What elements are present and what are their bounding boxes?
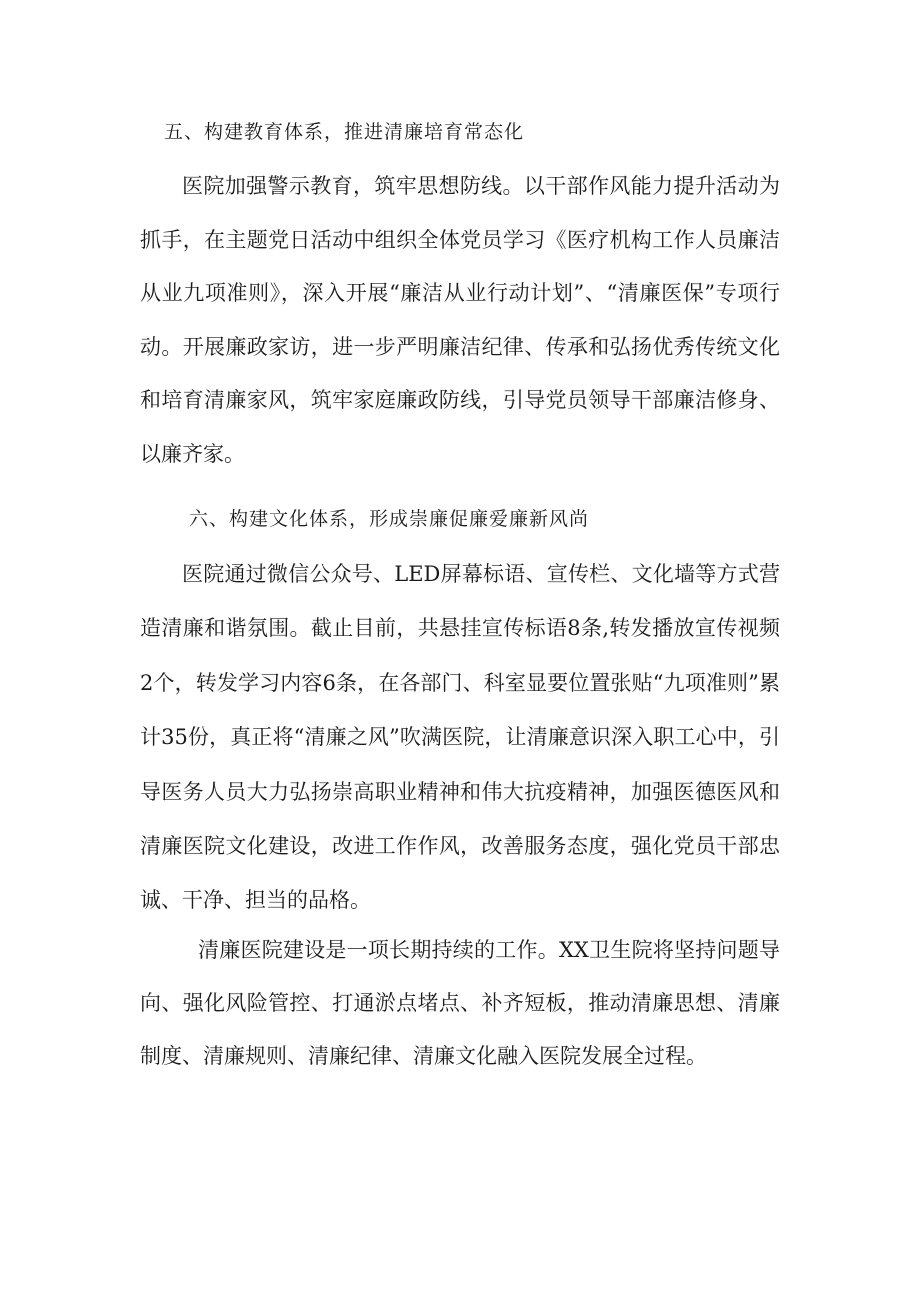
section-six-paragraph: 医院通过微信公众号、LED屏幕标语、宣传栏、文化墙等方式营造清廉和谐氛围。截止目前，共悬挂宣传标语8条,转发播放宣传视频2个，转发学习内容6条，在各部门、科室显要位置张贴“九项准则”累计35份，真正将“清廉之风”吹满医院，让清廉意识深入职工心中，引导医务人员大力弘扬崇高职业精神和伟大抗疫精神，加强医德医风和清廉医院文化建设，改进工作作风，改善服务态度，强化党员干部忠诚、干净、担当的品格。 (140, 562, 780, 913)
section-six-heading: 六、构建文化体系，形成崇廉促廉爱廉新风尚 (189, 508, 590, 530)
conclusion-paragraph: 清廉医院建设是一项长期持续的工作。XX卫生院将坚持问题导向、强化风险管控、打通淤点堵点、补齐短板，推动清廉思想、清廉制度、清廉规则、清廉纪律、清廉文化融入医院发展全过程。 (140, 938, 780, 1068)
section-five-paragraph: 医院加强警示教育，筑牢思想防线。以干部作风能力提升活动为抓手，在主题党日活动中组织全体党员学习《医疗机构工作人员廉洁从业九项准则》，深入开展“廉洁从业行动计划”、“清廉医保”专项行动。开展廉政家访，进一步严明廉洁纪律、传承和弘扬优秀传统文化和培育清廉家风，筑牢家庭廉政防线，引导党员领导干部廉洁修身、以廉齐家。 (140, 174, 780, 466)
section-five-heading: 五、构建教育体系，推进清廉培育常态化 (164, 121, 525, 143)
